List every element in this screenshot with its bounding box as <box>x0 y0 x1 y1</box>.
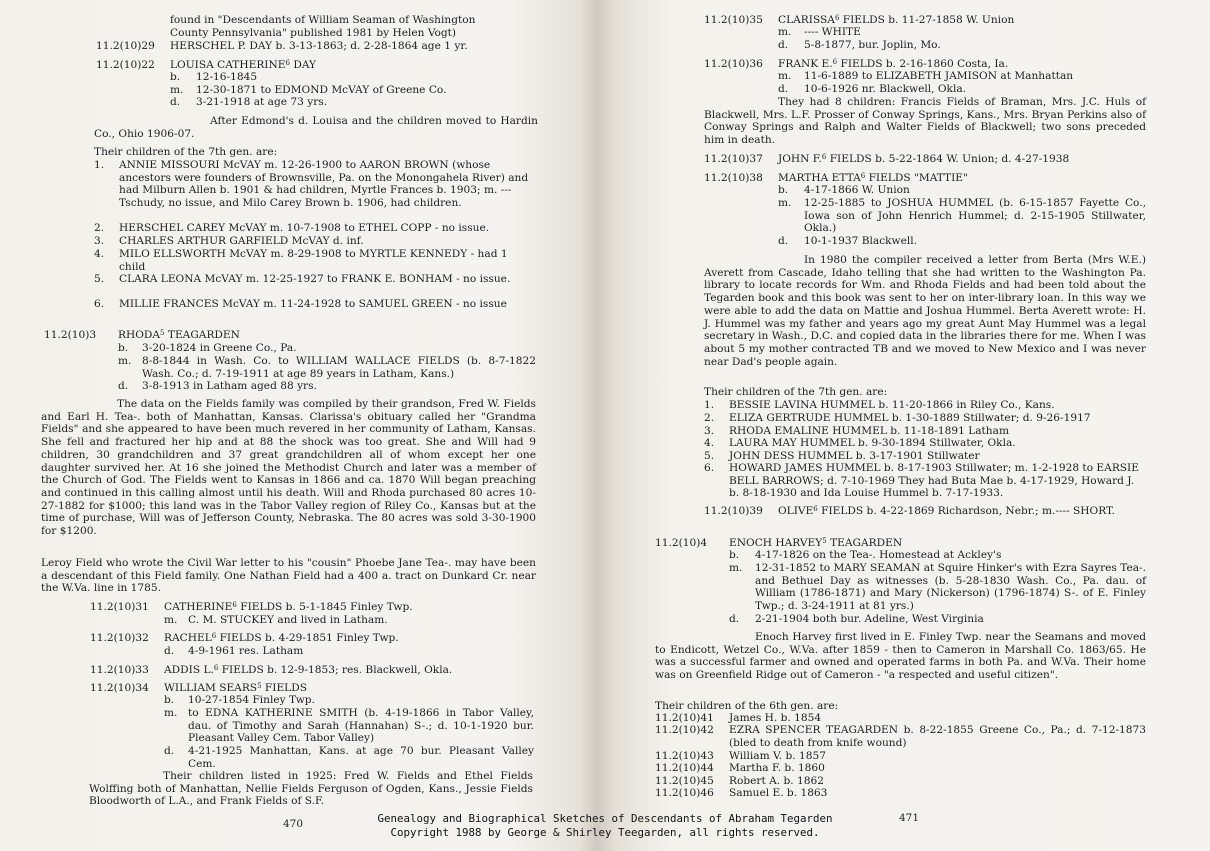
list-item: HERSCHEL CAREY McVAY m. 10-7-1908 to ETHEL COPP - no issue. <box>119 222 490 234</box>
intro-line: County Pennsylvania" published 1981 by Helen Vogt) <box>170 27 457 39</box>
entry-id: 11.2(10)3 <box>44 329 97 341</box>
list-item: ANNIE MISSOURI McVAY m. 12-26-1900 to AARON BROWN (whose ancestors were founders of Brownsville, Pa. on the Monongahela River) and had Milburn Allen b. 1901 & had children, Myrtle Frances b. 1903; m. --- Tschudy, no issue, and Milo Carey Brown b. 1906, had children. <box>119 159 529 210</box>
paragraph: Enoch Harvey first lived in E. Finley Twp. near the Seamans and moved to Endicott, Wetzel Co., W.Va. after 1859 - then to Cameron in Marshall Co. 1863/65. He was a successful farmer and owned and operated farms in both Pa. and W.Va. Their home was on Greenfield Ridge out of Cameron - "a respected and useful citizen". <box>655 631 1146 682</box>
list-item: EZRA SPENCER TEAGARDEN b. 8-22-1855 Greene Co., Pa.; d. 7-12-1873 (bled to death from knife wound) <box>729 724 1146 749</box>
entry-id: 11.2(10)37 <box>704 153 763 165</box>
intro-line: found in "Descendants of William Seaman of Washington <box>170 14 476 26</box>
list-item: James H. b. 1854 <box>729 712 822 724</box>
paragraph: After Edmond's d. Louisa and the children moved to Hardin Co., Ohio 1906-07. <box>94 115 538 140</box>
list-item: MILO ELLSWORTH McVAY m. 8-29-1908 to MYRTLE KENNEDY - had 1 child <box>119 248 508 273</box>
death-value: 5-8-1877, bur. Joplin, Mo. <box>804 39 941 51</box>
marriage-value: C. M. STUCKEY and lived in Latham. <box>188 614 388 626</box>
entry-heading: OLIVE$^6$ FIELDS b. 4-22-1869 Richardson, Nebr.; m.---- SHORT. <box>778 505 1115 517</box>
list-item: BESSIE LAVINA HUMMEL b. 11-20-1866 in Riley Co., Kans. <box>729 399 1055 411</box>
death-label: d. <box>729 613 740 625</box>
marriage-value: 8-8-1844 in Wash. Co. to WILLIAM WALLACE FIELDS (b. 8-7-1822 Wash. Co.; d. 7-19-1911 at age 89 years in Latham, Kans.) <box>142 355 536 380</box>
death-label: d. <box>118 380 129 392</box>
entry-id: 11.2(10)33 <box>90 664 149 676</box>
entry-heading: WILLIAM SEARS$^5$ FIELDS <box>164 682 307 694</box>
paragraph: They had 8 children: Francis Fields of Braman, Mrs. J.C. Huls of Blackwell, Mrs. L.F. Prosser of Conway Springs, Kans., Mrs. Bryan Perkins also of Conway Springs and Ralph and Walter Fields of Blackwell; two sons preceded him in death. <box>704 96 1146 147</box>
entry-id: 11.2(10)43 <box>655 750 714 762</box>
birth-label: b. <box>729 549 740 561</box>
death-value: 4-21-1925 Manhattan, Kans. at age 70 bur. Pleasant Valley Cem. <box>188 745 534 770</box>
list-number: 2. <box>94 222 105 234</box>
right-page <box>597 0 1210 851</box>
entry-id: 11.2(10)32 <box>90 632 149 644</box>
entry-id: 11.2(10)38 <box>704 172 763 184</box>
entry-heading: MARTHA ETTA$^6$ FIELDS "MATTIE" <box>778 172 968 184</box>
entry-id: 11.2(10)4 <box>655 537 708 549</box>
death-value: 10-6-1926 nr. Blackwell, Okla. <box>804 83 967 95</box>
marriage-value: 12-25-1885 to JOSHUA HUMMEL (b. 6-15-1857 Fayette Co., Iowa son of John Henrich Hummel; d. 2-15-1905 Stillwater, Okla.) <box>804 197 1146 235</box>
left-page <box>0 0 597 851</box>
footer-title: Genealogy and Biographical Sketches of Descendants of Abraham Tegarden <box>377 812 833 825</box>
birth-value: 10-27-1854 Finley Twp. <box>188 694 315 706</box>
marriage-label: m. <box>164 707 178 719</box>
entry-id: 11.2(10)22 <box>96 59 155 71</box>
footer-copyright: Copyright 1988 by George & Shirley Teegarden, all rights reserved. <box>390 826 820 839</box>
birth-value: 12-16-1845 <box>196 71 258 83</box>
entry-heading: FRANK E.$^6$ FIELDS b. 2-16-1860 Costa, Ia. <box>778 58 1009 70</box>
entry-heading: LOUISA CATHERINE$^6$ DAY <box>170 59 317 71</box>
entry-heading: ADDIS L.$^6$ FIELDS b. 12-9-1853; res. Blackwell, Okla. <box>164 664 453 676</box>
entry-text: HERSCHEL P. DAY b. 3-13-1863; d. 2-28-1864 age 1 yr. <box>170 40 468 52</box>
marriage-label: m. <box>729 562 743 574</box>
birth-label: b. <box>164 694 175 706</box>
list-item: CHARLES ARTHUR GARFIELD McVAY d. inf. <box>119 235 364 247</box>
list-item: LAURA MAY HUMMEL b. 9-30-1894 Stillwater, Okla. <box>729 437 1016 449</box>
death-value: 4-9-1961 res. Latham <box>188 645 304 657</box>
entry-id: 11.2(10)46 <box>655 787 714 799</box>
marriage-label: m. <box>164 614 178 626</box>
list-number: 5. <box>94 273 105 285</box>
entry-id: 11.2(10)31 <box>90 601 149 613</box>
paragraph: Leroy Field who wrote the Civil War letter to his "cousin" Phoebe Jane Tea-. may have been a descendant of this Field family. One Nathan Field had a 400 a. tract on Dunkard Cr. near the W.Va. line in 1785. <box>41 557 536 595</box>
list-item: RHODA EMALINE HUMMEL b. 11-18-1891 Latham <box>729 425 1009 437</box>
entry-id: 11.2(10)45 <box>655 775 714 787</box>
death-label: d. <box>164 645 175 657</box>
birth-label: b. <box>778 184 789 196</box>
list-number: 4. <box>704 437 715 449</box>
list-item: Martha F. b. 1860 <box>729 762 825 774</box>
list-number: 4. <box>94 248 105 260</box>
marriage-value: 12-30-1871 to EDMOND McVAY of Greene Co. <box>196 84 447 96</box>
death-label: d. <box>164 745 175 757</box>
death-value: 10-1-1937 Blackwell. <box>804 235 918 247</box>
marriage-value: 11-6-1889 to ELIZABETH JAMISON at Manhattan <box>804 70 1074 82</box>
list-number: 5. <box>704 450 715 462</box>
paragraph: Their children listed in 1925: Fred W. Fields and Ethel Fields Wolffing both of Manhattan, Nellie Fields Ferguson of Ogden, Kans., Jessie Fields Bloodworth of L.A., and Frank Fields of S.F. <box>89 770 533 808</box>
entry-id: 11.2(10)35 <box>704 14 763 26</box>
list-item: Samuel E. b. 1863 <box>729 787 828 799</box>
entry-heading: JOHN F.$^6$ FIELDS b. 5-22-1864 W. Union; d. 4-27-1938 <box>778 153 1070 165</box>
children-header: Their children of the 7th gen. are: <box>94 146 278 158</box>
marriage-label: m. <box>170 84 184 96</box>
page-number: 471 <box>899 812 920 824</box>
entry-id: 11.2(10)39 <box>704 505 763 517</box>
entry-heading: RHODA$^5$ TEAGARDEN <box>118 329 240 341</box>
list-number: 3. <box>704 425 715 437</box>
birth-label: b. <box>170 71 181 83</box>
entry-heading: ENOCH HARVEY$^5$ TEAGARDEN <box>729 537 903 549</box>
entry-heading: RACHEL$^6$ FIELDS b. 4-29-1851 Finley Twp. <box>164 632 399 644</box>
list-number: 2. <box>704 412 715 424</box>
marriage-value: ---- WHITE <box>804 26 861 38</box>
entry-id: 11.2(10)42 <box>655 724 714 736</box>
children-header: Their children of the 7th gen. are: <box>704 386 888 398</box>
entry-id: 11.2(10)44 <box>655 762 714 774</box>
entry-id: 11.2(10)34 <box>90 682 149 694</box>
marriage-label: m. <box>778 70 792 82</box>
list-number: 1. <box>704 399 715 411</box>
page-number: 470 <box>283 818 304 830</box>
death-value: 3-21-1918 at age 73 yrs. <box>196 96 328 108</box>
list-number: 6. <box>94 298 105 310</box>
list-number: 6. <box>704 462 715 474</box>
marriage-label: m. <box>118 355 132 367</box>
paragraph: The data on the Fields family was compiled by their grandson, Fred W. Fields and Earl H. Tea-. both of Manhattan, Kansas. Clarissa's obituary called her "Grandma Fields" and she appeared to have been much revered in her community of Latham, Kansas. She fell and fractured her hip and at 88 the shock was too great. She and Will had 9 children, 30 grandchildren and 37 great grandchildren all of whom except her one daughter survived her. At 16 she joined the Methodist Church and later was a member of the Church of God. The Fields went to Kansas in 1866 and ca. 1870 Will began preaching and continued in this calling almost until his death. Will and Rhoda purchased 80 acres 10-27-1882 for $1000; this land was in the Tabor Valley region of Riley Co., Kansas but at the time of purchase, Will was of Jefferson County, Nebraska. The 80 acres was sold 3-30-1900 for $1200. <box>41 398 536 538</box>
marriage-label: m. <box>778 197 792 209</box>
death-value: 3-8-1913 in Latham aged 88 yrs. <box>142 380 317 392</box>
paragraph: In 1980 the compiler received a letter from Berta (Mrs W.E.) Averett from Cascade, Idaho telling that she had written to the Washington Pa. library to locate records for Wm. and Rhoda Fields and had been told about the Tegarden book and this book was sent to her on inter-library loan. In this way we were able to add the data on Mattie and Joshua Hummel. Berta Averett wrote: H. J. Hummel was my father and years ago my great Aunt May Hummel was a legal secretary in Wash., D.C. and copied data in the libraries there for me. When I was about 5 my mother contracted TB and we moved to New Mexico and I was never near Dad's people again. <box>704 254 1146 368</box>
entry-heading: CLARISSA$^6$ FIELDS b. 11-27-1858 W. Union <box>778 14 1015 26</box>
list-item: JOHN DESS HUMMEL b. 3-17-1901 Stillwater <box>729 450 980 462</box>
birth-value: 4-17-1866 W. Union <box>804 184 910 196</box>
marriage-label: m. <box>778 26 792 38</box>
birth-label: b. <box>118 342 129 354</box>
birth-value: 4-17-1826 on the Tea-. Homestead at Ackley's <box>755 549 1002 561</box>
death-label: d. <box>778 235 789 247</box>
list-item: MILLIE FRANCES McVAY m. 11-24-1928 to SAMUEL GREEN - no issue <box>119 298 507 310</box>
list-item: CLARA LEONA McVAY m. 12-25-1927 to FRANK E. BONHAM - no issue. <box>119 273 511 285</box>
death-label: d. <box>778 39 789 51</box>
death-label: d. <box>778 83 789 95</box>
list-item: HOWARD JAMES HUMMEL b. 8-17-1903 Stillwater; m. 1-2-1928 to EARSIE BELL BARROWS; d. 7-10-1969 They had Buta Mae b. 4-17-1929, Howard J. b. 8-18-1930 and Ida Louise Hummel b. 7-17-1933. <box>729 462 1139 500</box>
children-header: Their children of the 6th gen. are: <box>655 700 839 712</box>
marriage-value: to EDNA KATHERINE SMITH (b. 4-19-1866 in Tabor Valley, dau. of Timothy and Sarah (Hannahan) S-.; d. 10-1-1920 bur. Pleasant Valley Cem. Tabor Valley) <box>188 707 534 745</box>
birth-value: 3-20-1824 in Greene Co., Pa. <box>142 342 297 354</box>
entry-id: 11.2(10)36 <box>704 58 763 70</box>
entry-id: 11.2(10)29 <box>96 40 155 52</box>
list-number: 3. <box>94 235 105 247</box>
list-item: ELIZA GERTRUDE HUMMEL b. 1-30-1889 Stillwater; d. 9-26-1917 <box>729 412 1091 424</box>
death-label: d. <box>170 96 181 108</box>
list-number: 1. <box>94 159 105 171</box>
marriage-value: 12-31-1852 to MARY SEAMAN at Squire Hinker's with Ezra Sayres Tea-. and Bethuel Day as witnesses (b. 5-28-1830 Wash. Co., Pa. dau. of William (1786-1871) and Mary (Nickerson) (1796-1874) S-. of E. Finley Twp.; d. 3-24-1911 at 81 yrs.) <box>755 562 1146 613</box>
entry-id: 11.2(10)41 <box>655 712 714 724</box>
death-value: 2-21-1904 both bur. Adeline, West Virginia <box>755 613 984 625</box>
entry-heading: CATHERINE$^6$ FIELDS b. 5-1-1845 Finley Twp. <box>164 601 413 613</box>
list-item: William V. b. 1857 <box>729 750 826 762</box>
list-item: Robert A. b. 1862 <box>729 775 824 787</box>
